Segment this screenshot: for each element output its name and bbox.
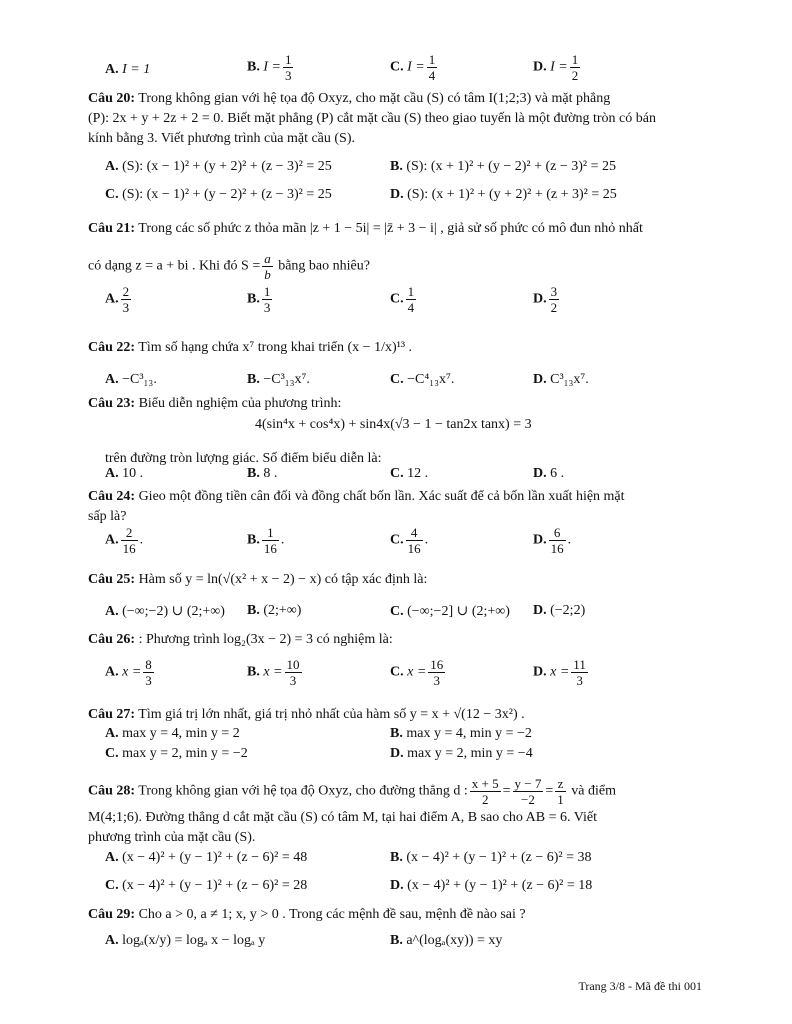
q28-stem-line2: M(4;1;6). Đường thẳng d cắt mặt cầu (S) có tâm M, tại hai điểm A, B sao cho AB = 6. Viết phương trình của mặt cầu (S). [88,810,597,845]
q19-option-b: B. I = $\frac{1}{3}$ [247,52,292,83]
q19-option-d: D. I = $\frac{1}{2}$ [533,52,579,83]
q27-option-b: B. max y = 4, min y = −2 [390,726,532,741]
q23-stem: Câu 23: Biểu diễn nghiệm của phương trình: [88,396,342,411]
q20-option-d: D. (S): (x + 1)² + (y + 2)² + (z + 3)² = 25 [390,187,617,202]
q21-stem-line2: có dạng z = a + bi . Khi đó S = $\frac{a}{b}$ bằng bao nhiêu? [88,251,370,282]
q25-option-c: C. (−∞;−2] ∪ (2;+∞) [390,604,510,619]
q22-stem: Câu 22: Tìm số hạng chứa x⁷ trong khai triển (x − 1/x)¹³ . [88,340,413,355]
q22-option-b: B. −C³₁₃x⁷. [247,372,310,387]
q28-option-d: D. (x − 4)² + (y − 1)² + (z − 6)² = 18 [390,878,593,893]
q23-stem-line2: trên đường tròn lượng giác. Số điểm biểu diễn là: [105,451,382,466]
q29-option-a: A. logₐ(x/y) = logₐ x − logₐ y [105,933,266,948]
q26-option-d: D. x = $\frac{11}{3}$ [533,657,586,688]
q28-option-b: B. (x − 4)² + (y − 1)² + (z − 6)² = 38 [390,850,592,865]
q22-option-a: A. −C³₁₃. [105,372,157,387]
page-footer: Trang 3/8 - Mã đề thi 001 [578,979,702,993]
q26-option-a: A. x = $\frac{8}{3}$ [105,657,152,688]
q26-option-b: B. x = $\frac{10}{3}$ [247,657,300,688]
q23-option-c: C. 12 . [390,466,429,481]
q19-option-c: C. I = $\frac{1}{4}$ [390,52,436,83]
q23-option-d: D. 6 . [533,466,565,481]
q20-option-a: A. (S): (x − 1)² + (y + 2)² + (z − 3)² = 25 [105,159,332,174]
q20-stem: Câu 20: Trong không gian với hệ tọa độ Oxyz, cho mặt cầu (S) có tâm I(1;2;3) và mặt phẳng (P): 2x + y + 2z + 2 = 0. Biết mặt phẳng (P) cắt mặt cầu (S) theo giao tuyến là một đường tròn có bán kính bằng 3. Viết phương trình của mặt cầu (S). [88,91,656,146]
q21-option-b: B. $\frac{1}{3}$ [247,284,271,315]
q28-stem: Câu 28: Trong không gian với hệ tọa độ Oxyz, cho đường thẳng d : $\frac{x + 5}{2}$ = $\frac{y - 7}{-2}$ = $\frac{z}{1}$ và điểm [88,776,616,807]
q28-option-c: C. (x − 4)² + (y − 1)² + (z − 6)² = 28 [105,878,308,893]
q24-option-d: D. $\frac{6}{16}$ . [533,525,572,556]
q24-option-a: A. $\frac{2}{16}$ . [105,525,144,556]
q27-option-a: A. max y = 4, min y = 2 [105,726,240,741]
q28-option-a: A. (x − 4)² + (y − 1)² + (z − 6)² = 48 [105,850,308,865]
q22-option-d: D. C³₁₃x⁷. [533,372,589,387]
q29-stem: Câu 29: Cho a > 0, a ≠ 1; x, y > 0 . Trong các mệnh đề sau, mệnh đề nào sai ? [88,907,526,922]
q20-option-c: C. (S): (x − 1)² + (y − 2)² + (z − 3)² = 25 [105,187,332,202]
q25-option-a: A. (−∞;−2) ∪ (2;+∞) [105,604,225,619]
q24-option-b: B. $\frac{1}{16}$ . [247,525,285,556]
q25-option-d: D. (−2;2) [533,603,586,618]
q21-option-c: C. $\frac{1}{4}$ [390,284,415,315]
q23-equation: 4(sin⁴x + cos⁴x) + sin4x(√3 − 1 − tan2x tanx) = 3 [255,417,532,432]
q20-option-b: B. (S): (x + 1)² + (y − 2)² + (z − 3)² = 25 [390,159,616,174]
q26-stem: Câu 26: : Phương trình log₂(3x − 2) = 3 có nghiệm là: [88,632,393,647]
q22-option-c: C. −C⁴₁₃x⁷. [390,372,455,387]
q21-option-d: D. $\frac{3}{2}$ [533,284,558,315]
q21-stem: Câu 21: Trong các số phức z thỏa mãn |z + 1 − 5i| = |z̄ + 3 − i| , giả sử số phức có mô đun nhỏ nhất [88,221,643,236]
q27-stem: Câu 27: Tìm giá trị lớn nhất, giá trị nhỏ nhất của hàm số y = x + √(12 − 3x²) . [88,707,525,722]
q23-option-a: A. 10 . [105,466,144,481]
q21-option-a: A. $\frac{2}{3}$ [105,284,130,315]
q26-option-c: C. x = $\frac{16}{3}$ [390,657,444,688]
q27-option-c: C. max y = 2, min y = −2 [105,746,248,761]
q23-option-b: B. 8 . [247,466,278,481]
q25-option-b: B. (2;+∞) [247,603,302,618]
q29-option-b: B. a^(logₐ(xy)) = xy [390,933,503,948]
q24-stem: Câu 24: Gieo một đồng tiền cân đối và đồng chất bốn lần. Xác suất để cả bốn lần xuất hiện mặt sấp là? [88,489,625,524]
q27-option-d: D. max y = 2, min y = −4 [390,746,533,761]
q24-option-c: C. $\frac{4}{16}$ . [390,525,429,556]
q19-option-a: A. I = 1 [105,62,151,77]
q25-stem: Câu 25: Hàm số y = ln(√(x² + x − 2) − x) có tập xác định là: [88,572,428,587]
